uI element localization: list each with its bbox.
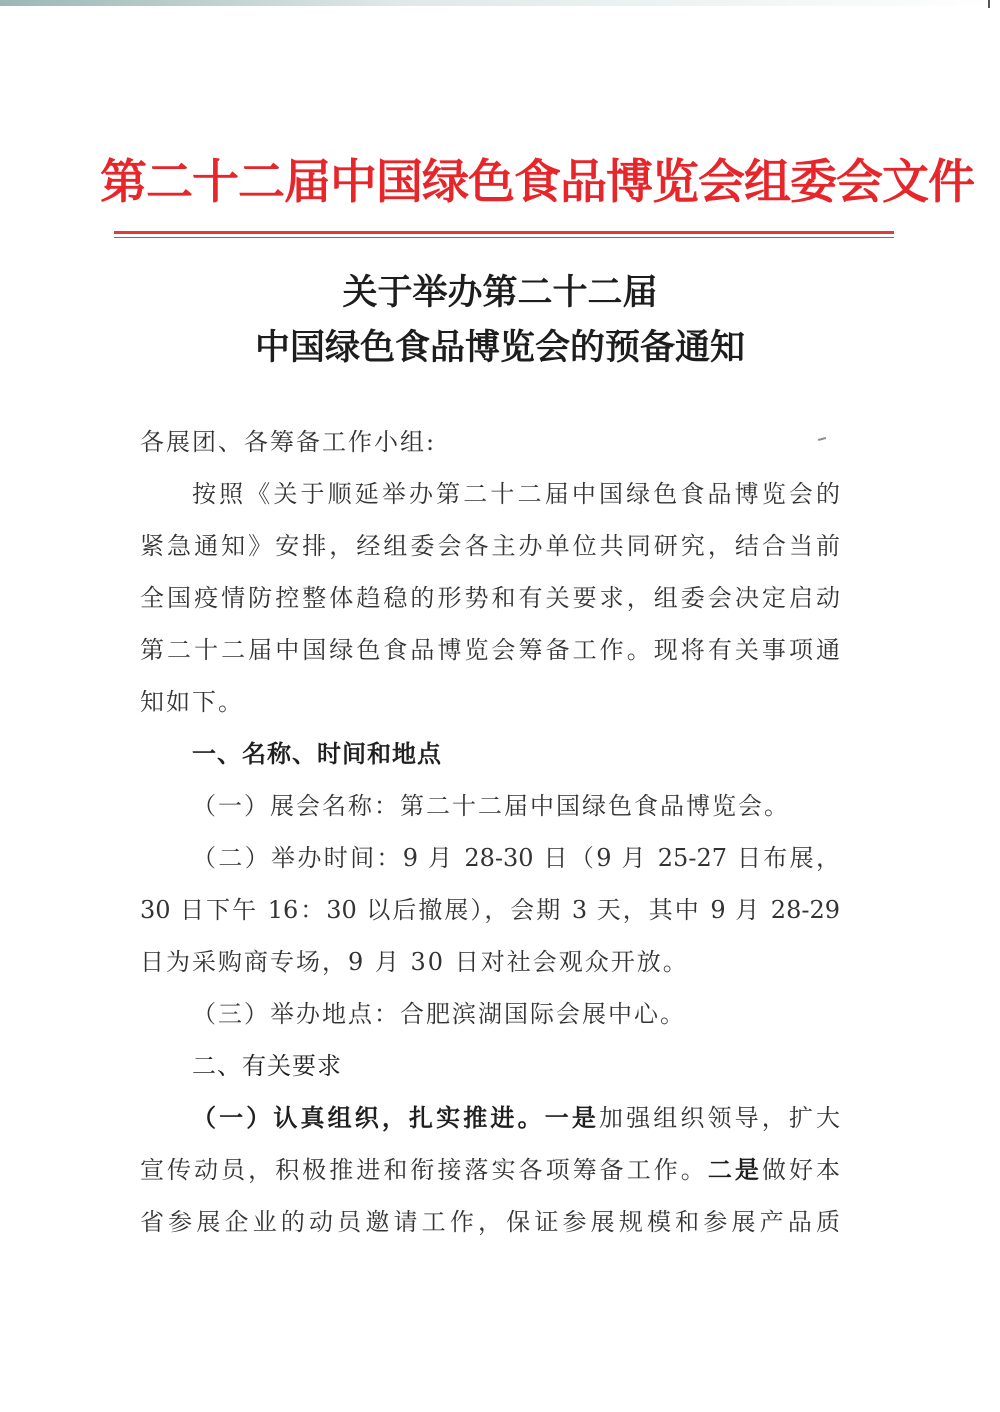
section-1-item-3: （三）举办地点：合肥滨湖国际会展中心。 (192, 1000, 686, 1028)
document-header: 第二十二届中国绿色食品博览会组委会文件 (100, 155, 974, 210)
first-point-marker: 一是 (544, 1103, 599, 1132)
line-2-text-b: 做好本 (761, 1156, 841, 1184)
section-2-heading: 二、有关要求 (192, 1052, 342, 1080)
section-1-item-2-line-2: 30 日下午 16：30 以后撤展），会期 3 天，其中 9 月 28-29 (140, 896, 840, 924)
section-1-item-2-line-1: （二）举办时间：9 月 28-30 日（9 月 25-27 日布展， (192, 844, 840, 872)
section-2-item-1-line-3: 省参展企业的动员邀请工作，保证参展规模和参展产品质 (140, 1208, 840, 1236)
section-1-item-1: （一）展会名称：第二十二届中国绿色食品博览会。 (192, 792, 790, 820)
header-rule-thin (114, 237, 894, 238)
second-point-marker: 二是 (707, 1155, 762, 1184)
title-line-1: 关于举办第二十二届 (342, 272, 658, 313)
body-line-3: 全国疫情防控整体趋稳的形势和有关要求，组委会决定启动 (140, 584, 840, 612)
body-line-1: 按照《关于顺延举办第二十二届中国绿色食品博览会的 (192, 480, 840, 508)
header-rule-thick (114, 231, 894, 234)
scan-top-edge (0, 0, 1000, 6)
body-line-4: 第二十二届中国绿色食品博览会筹备工作。现将有关事项通 (140, 636, 840, 664)
section-2-item-1-line-1 (192, 1098, 840, 1138)
body-line-2: 紧急通知》安排，经组委会各主办单位共同研究，结合当前 (140, 532, 840, 560)
section-2-item-1-lead: （一）认真组织，扎实推进。 (192, 1103, 545, 1132)
section-2-item-1-line-2 (140, 1150, 840, 1190)
section-1-item-2-line-3: 日为采购商专场，9 月 30 日对社会观众开放。 (140, 948, 689, 976)
first-point-text: 加强组织领导，扩大 (598, 1104, 841, 1132)
scan-corner-mark (988, 0, 990, 8)
section-1-heading: 一、名称、时间和地点 (192, 740, 442, 768)
title-line-2: 中国绿色食品博览会的预备通知 (254, 327, 745, 368)
line-2-text-a: 宣传动员，积极推进和衔接落实各项筹备工作。 (140, 1156, 708, 1184)
salutation: 各展团、各筹备工作小组: (140, 428, 437, 456)
body-line-5: 知如下。 (140, 688, 244, 716)
